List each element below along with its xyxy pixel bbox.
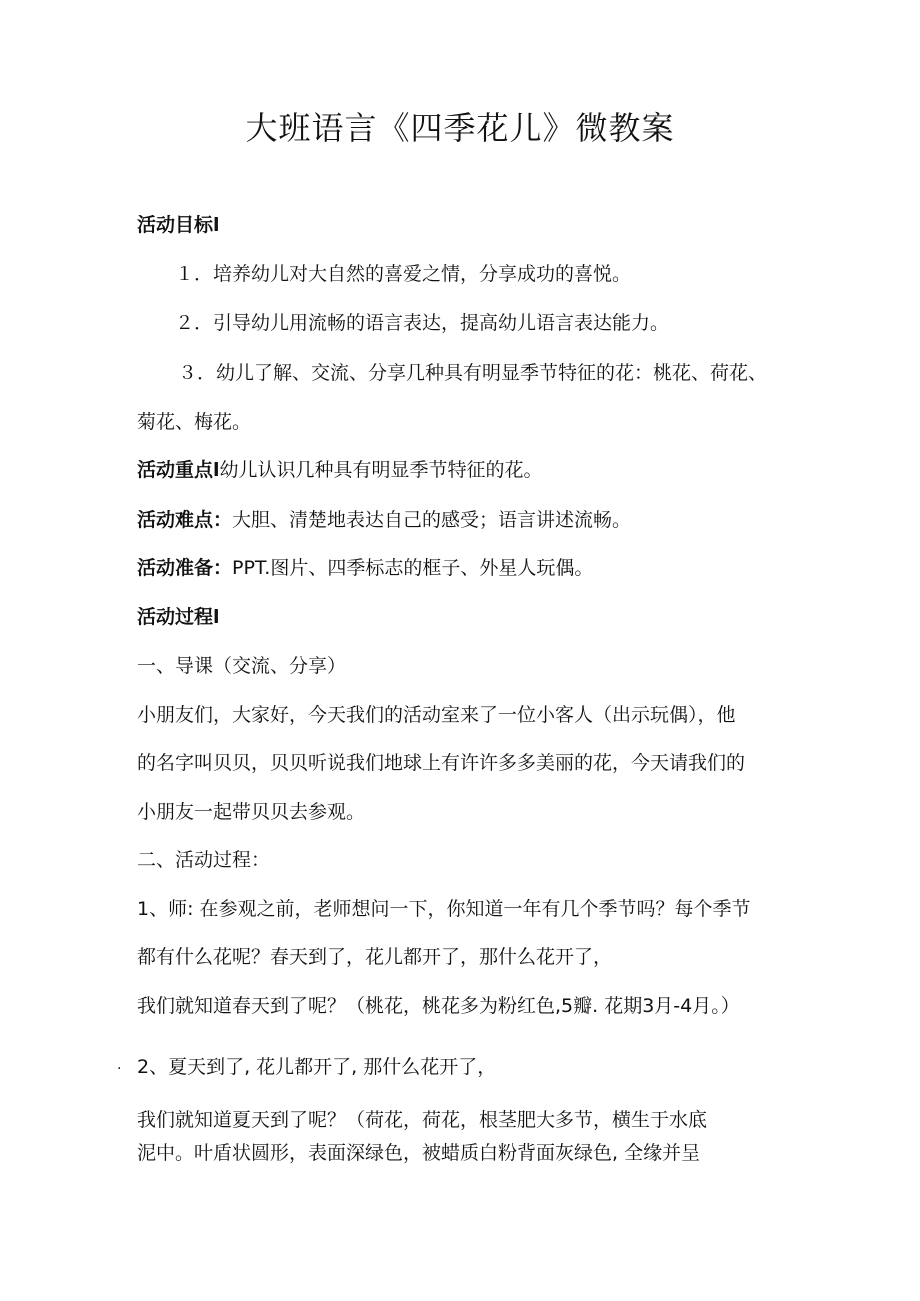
key-point-text: 幼儿认识几种具有明显季节特征的花。 [219,459,543,481]
step2-bullet: · [117,1061,122,1077]
key-point [137,458,543,482]
step2-line-2: 我们就知道夏天到了呢？（荷花，荷花，根茎肥大多节，横生于水底 [137,1109,708,1131]
section1-line-3: 小朋友一起带贝贝去参观。 [137,801,366,823]
goals-heading: 活动目标l [137,214,220,236]
key-point-label: 活动重点l [137,459,220,481]
step1-line-3: 我们就知道春天到了呢？（桃花，桃花多为粉红色,5瓣. 花期3月-4月。） [137,995,740,1017]
section1-title: 一、导课（交流、分享） [137,655,347,677]
page-title: 大班语言《四季花儿》微教案 [245,109,675,147]
process-heading: 活动过程l [137,606,220,628]
preparation-text: PPT.图片、四季标志的框子、外星人玩偶。 [232,557,594,579]
step2-line-3: 泥中。叶盾状圆形，表面深绿色，被蜡质白粉背面灰绿色, 全缘并呈 [137,1142,701,1164]
goal-item-3-cont: 菊花、梅花。 [137,411,252,433]
step1-line-2: 都有什么花呢？春天到了，花儿都开了，那什么花开了， [137,946,613,968]
preparation-label: 活动准备： [137,557,233,579]
goal-item-1: １．培养幼儿对大自然的喜爱之情，分享成功的喜悦。 [175,263,632,285]
difficulty-text: 大胆、清楚地表达自己的感受；语言讲述流畅。 [232,509,632,531]
section1-line-2: 的名字叫贝贝，贝贝听说我们地球上有许许多多美丽的花，今天请我们的 [137,752,746,774]
difficulty [137,508,631,532]
step1-line-1: 1、师: 在参观之前，老师想问一下，你知道一年有几个季节吗？每个季节 [137,898,751,920]
preparation [137,556,593,580]
difficulty-label: 活动难点： [137,509,233,531]
section2-title: 二、活动过程： [137,849,271,871]
goal-item-2: ２．引导幼儿用流畅的语言表达，提高幼儿语言表达能力。 [175,312,670,334]
section1-line-1: 小朋友们，大家好，今天我们的活动室来了一位小客人（出示玩偶），他 [137,704,736,726]
step2-line-1: 2、夏天到了, 花儿都开了, 那什么花开了， [137,1056,497,1078]
goal-item-3: ３．幼儿了解、交流、分享几种具有明显季节特征的花：桃花、荷花、 [178,362,768,384]
